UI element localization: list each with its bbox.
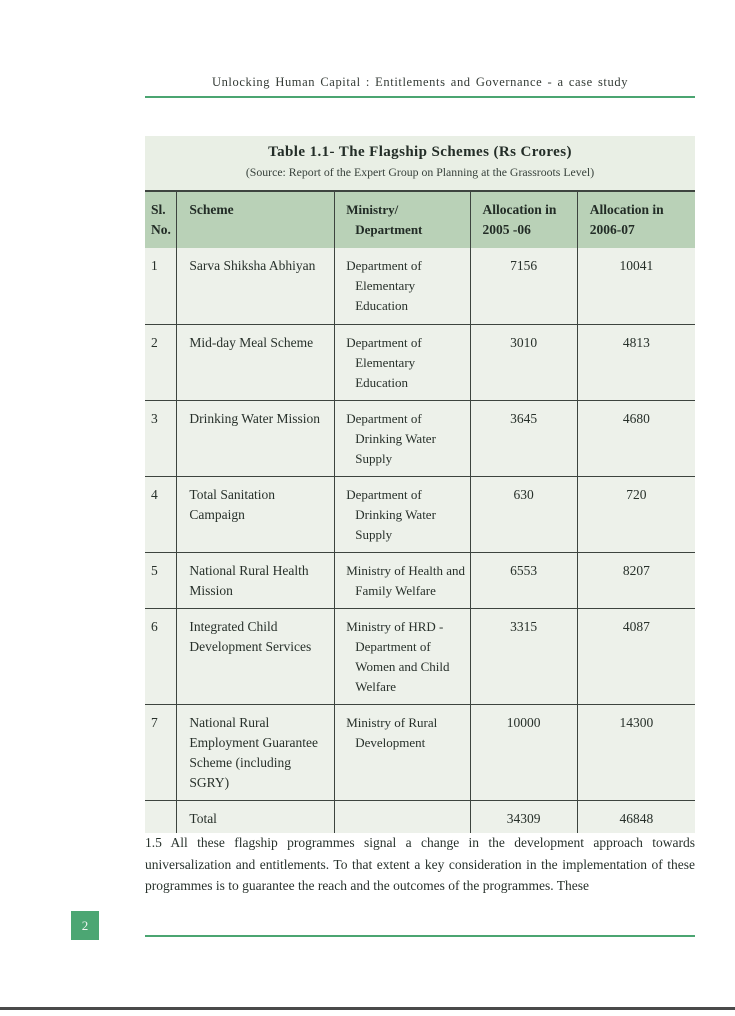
table-total-row (145, 800, 695, 833)
column-header-alloc-2005-06: Allocation in 2005 -06 (470, 191, 577, 248)
cell-alloc-2005-06: 3645 (470, 400, 577, 476)
cell-alloc-2005-06: 3315 (470, 608, 577, 704)
flagship-schemes-table (145, 190, 695, 833)
column-header-ministry: Ministry/ Department (335, 191, 470, 248)
cell-scheme: National Rural Employment Guarantee Scheme (including SGRY) (177, 704, 335, 800)
cell-alloc-2005-06: 3010 (470, 324, 577, 400)
body-paragraph-1-5: 1.5 All these flagship programmes signal a change in the development approach towards universalization and entitlements. To that extent a key consideration in the implementation of these programmes is to guarantee the reach and the outcomes of the programmes. These (145, 835, 695, 893)
table-row (145, 248, 695, 324)
cell-alloc-2005-06: 630 (470, 476, 577, 552)
cell-alloc-2005-06: 10000 (470, 704, 577, 800)
table-title-band (145, 136, 695, 190)
cell-alloc-2006-07: 4680 (577, 400, 695, 476)
column-header-slno: Sl. No. (145, 191, 177, 248)
cell-ministry: Department of Elementary Education (335, 248, 470, 324)
cell-scheme: Integrated Child Development Services (177, 608, 335, 704)
table-row (145, 324, 695, 400)
cell-alloc-2005-06: 7156 (470, 248, 577, 324)
table-row (145, 608, 695, 704)
cell-slno: 6 (145, 608, 177, 704)
header-rule (145, 96, 695, 98)
table-source: (Source: Report of the Expert Group on Planning at the Grassroots Level) (245, 165, 595, 179)
table-row (145, 552, 695, 608)
cell-slno: 5 (145, 552, 177, 608)
cell-ministry: Ministry of HRD - Department of Women and Child Welfare (335, 608, 470, 704)
total-alloc-2005-06: 34309 (470, 800, 577, 833)
flagship-schemes-table-block (145, 136, 695, 833)
total-alloc-2006-07: 46848 (577, 800, 695, 833)
cell-ministry: Ministry of Health and Family Welfare (335, 552, 470, 608)
cell-alloc-2005-06: 6553 (470, 552, 577, 608)
cell-ministry: Department of Drinking Water Supply (335, 476, 470, 552)
cell-slno: 1 (145, 248, 177, 324)
column-header-scheme: Scheme (177, 191, 335, 248)
cell-alloc-2006-07: 14300 (577, 704, 695, 800)
cell-slno: 7 (145, 704, 177, 800)
cell-ministry: Department of Elementary Education (335, 324, 470, 400)
table-title: Table 1.1- The Flagship Schemes (Rs Crores) (268, 144, 572, 160)
table-row (145, 400, 695, 476)
cell-scheme: Sarva Shiksha Abhiyan (177, 248, 335, 324)
total-label: Total (177, 800, 335, 833)
cell-slno-empty (145, 800, 177, 833)
cell-alloc-2006-07: 4087 (577, 608, 695, 704)
page-number-badge: 2 (71, 911, 99, 940)
cell-slno: 3 (145, 400, 177, 476)
cell-scheme: Mid-day Meal Scheme (177, 324, 335, 400)
table-row (145, 704, 695, 800)
table-header-row (145, 191, 695, 248)
cell-ministry: Ministry of Rural Development (335, 704, 470, 800)
cell-scheme: Drinking Water Mission (177, 400, 335, 476)
cell-slno: 2 (145, 324, 177, 400)
cell-scheme: National Rural Health Mission (177, 552, 335, 608)
cell-alloc-2006-07: 10041 (577, 248, 695, 324)
cell-alloc-2006-07: 720 (577, 476, 695, 552)
cell-scheme: Total Sanitation Campaign (177, 476, 335, 552)
cell-slno: 4 (145, 476, 177, 552)
cell-alloc-2006-07: 8207 (577, 552, 695, 608)
running-header: Unlocking Human Capital : Entitlements and Governance - a case study (211, 75, 629, 89)
page-bottom-rule (0, 1007, 735, 1010)
cell-alloc-2006-07: 4813 (577, 324, 695, 400)
cell-ministry: Department of Drinking Water Supply (335, 400, 470, 476)
cell-ministry-empty (335, 800, 470, 833)
column-header-alloc-2006-07: Allocation in 2006-07 (577, 191, 695, 248)
footer-rule (145, 935, 695, 937)
table-row (145, 476, 695, 552)
